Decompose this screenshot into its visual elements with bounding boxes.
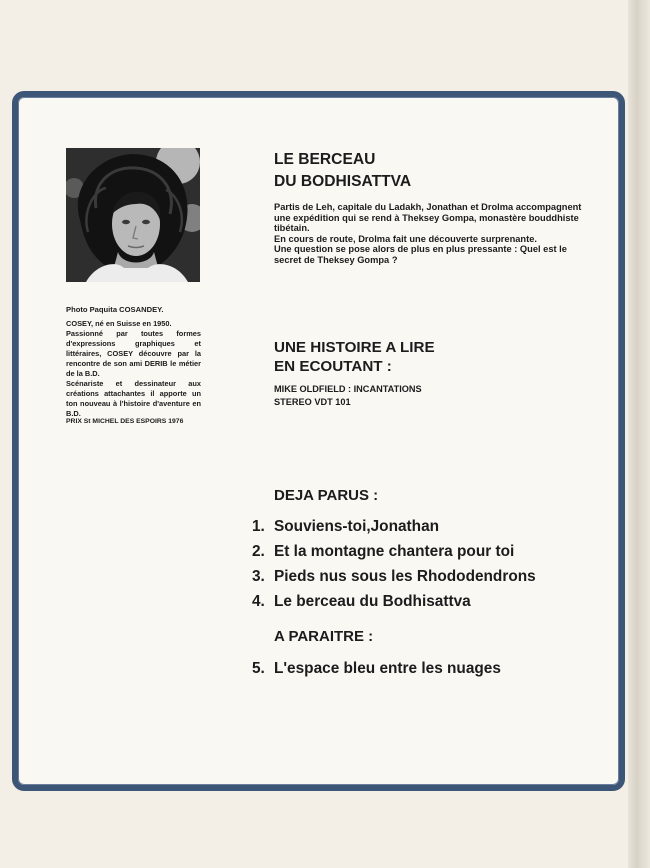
- synopsis-paragraph: Partis de Leh, capitale du Ladakh, Jonathan et Drolma accompagnent une expédition qui se rend à Theksey Gompa, monastère bouddhiste tibétain.: [274, 202, 582, 233]
- item-number: 3.: [252, 568, 265, 585]
- item-title: L'espace bleu entre les nuages: [274, 660, 501, 677]
- bio-line: Scénariste et dessinateur aux créations attachantes il apporte un ton nouveau à l'histoire d'aventure en B.D.: [66, 379, 201, 418]
- item-number: 1.: [252, 518, 265, 535]
- listen-album: MIKE OLDFIELD : INCANTATIONS: [274, 384, 422, 394]
- synopsis-paragraph: En cours de route, Drolma fait une découverte surprenante.: [274, 233, 537, 244]
- photo-credit: Photo Paquita COSANDEY.: [66, 305, 164, 314]
- book-title: [274, 149, 411, 193]
- heading-line: UNE HISTOIRE A LIRE: [274, 339, 435, 356]
- upcoming-item: [252, 660, 501, 678]
- author-photo: [66, 148, 200, 282]
- bio-line: COSEY, né en Suisse en 1950.: [66, 319, 172, 328]
- published-item: [252, 568, 536, 586]
- title-line: DU BODHISATTVA: [274, 173, 412, 190]
- title-line: LE BERCEAU: [274, 151, 376, 168]
- book-spine-edge: [628, 0, 650, 868]
- item-title: Le berceau du Bodhisattva: [274, 593, 471, 610]
- item-title: Pieds nus sous les Rhododendrons: [274, 568, 536, 585]
- heading-line: EN ECOUTANT :: [274, 358, 392, 375]
- published-item: [252, 593, 471, 611]
- item-number: 5.: [252, 660, 265, 677]
- item-number: 4.: [252, 593, 265, 610]
- published-item: [252, 543, 514, 561]
- bio-line: Passionné par toutes formes d'expressions graphiques et littéraires, COSEY découvre par la rencontre de son ami DERIB le métier de la B.D.: [66, 329, 201, 378]
- published-item: [252, 518, 439, 536]
- upcoming-heading: A PARAITRE :: [274, 628, 374, 645]
- item-number: 2.: [252, 543, 265, 560]
- author-bio: [66, 319, 201, 419]
- published-heading: DEJA PARUS :: [274, 487, 379, 504]
- synopsis-paragraph: Une question se pose alors de plus en plus pressante : Quel est le secret de Theksey Gompa ?: [274, 244, 567, 265]
- item-title: Et la montagne chantera pour toi: [274, 543, 515, 560]
- item-title: Souviens-toi,Jonathan: [274, 518, 440, 535]
- author-prize: PRIX St MICHEL DES ESPOIRS 1976: [66, 418, 184, 425]
- listen-reference: STEREO VDT 101: [274, 397, 351, 407]
- book-synopsis: [274, 202, 592, 265]
- listen-heading: [274, 338, 435, 376]
